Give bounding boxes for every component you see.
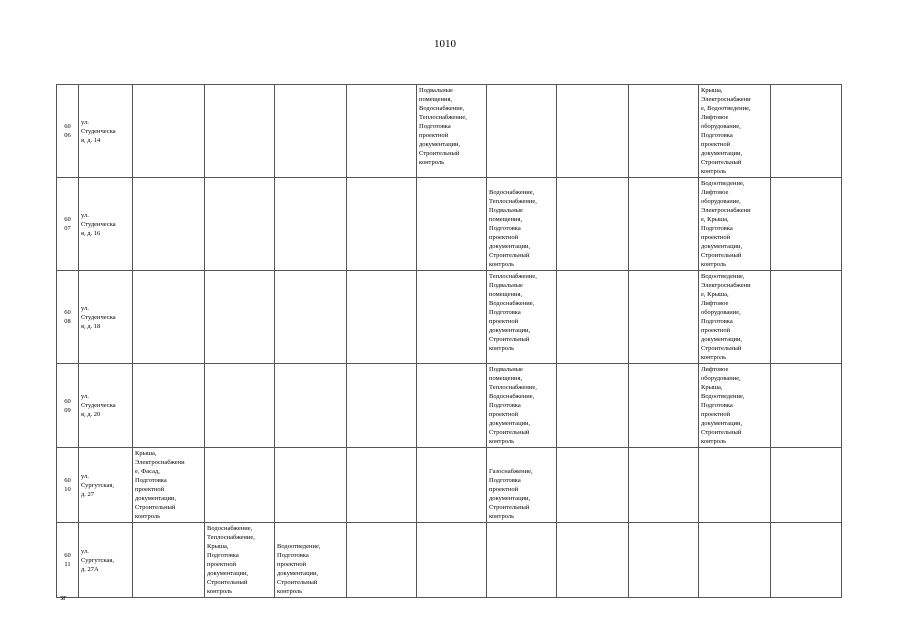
work-cell — [557, 178, 629, 271]
work-cell — [347, 523, 417, 598]
table-row — [57, 364, 842, 448]
work-cell — [629, 364, 699, 448]
work-cell — [417, 271, 487, 364]
work-cell: Газоснабжение, Подготовка проектной документации, Строительный контроль — [487, 448, 557, 523]
work-cell — [487, 523, 557, 598]
work-cell — [487, 85, 557, 178]
work-cell — [629, 178, 699, 271]
work-cell — [275, 85, 347, 178]
work-cell — [557, 523, 629, 598]
work-cell — [205, 364, 275, 448]
work-cell — [347, 178, 417, 271]
table-row — [57, 85, 842, 178]
work-cell — [275, 364, 347, 448]
work-cell — [205, 178, 275, 271]
work-cell — [771, 448, 842, 523]
row-number: 60 06 — [57, 85, 79, 178]
work-cell: Водоотведение, Подготовка проектной документации, Строительный контроль — [275, 523, 347, 598]
works-table — [56, 84, 842, 598]
work-cell — [629, 448, 699, 523]
work-cell: Водоотведение, Электроснабжени е, Крыша, Лифтовое оборудование, Подготовка проектной документации, Строительный контроль — [699, 271, 771, 364]
table-row — [57, 523, 842, 598]
work-cell — [771, 85, 842, 178]
work-cell — [133, 271, 205, 364]
work-cell — [699, 448, 771, 523]
table-row — [57, 178, 842, 271]
table-row — [57, 271, 842, 364]
work-cell: Подвальные помещения, Водоснабжение, Теплоснабжение, Подготовка проектной документации, Строительный контроль — [417, 85, 487, 178]
work-cell — [133, 523, 205, 598]
work-cell — [205, 448, 275, 523]
address-cell: ул. Студенческа я, д. 16 — [79, 178, 133, 271]
work-cell: Водоотведение, Лифтовое оборудование, Электроснабжени е, Крыша, Подготовка проектной документации, Строительный контроль — [699, 178, 771, 271]
page-number: 1010 — [434, 38, 456, 50]
work-cell: Водоснабжение, Теплоснабжение, Крыша, Подготовка проектной документации, Строительный контроль — [205, 523, 275, 598]
work-cell: Лифтовое оборудование, Крыша, Водоотведение, Подготовка проектной документации, Строительный контроль — [699, 364, 771, 448]
work-cell — [417, 448, 487, 523]
work-cell — [275, 271, 347, 364]
row-number: 60 09 — [57, 364, 79, 448]
work-cell — [629, 85, 699, 178]
work-cell — [771, 178, 842, 271]
work-cell — [557, 271, 629, 364]
work-cell: Подвальные помещения, Теплоснабжение, Водоснабжение, Подготовка проектной документации, Строительный контроль — [487, 364, 557, 448]
row-number: 60 10 — [57, 448, 79, 523]
work-cell — [275, 178, 347, 271]
work-cell — [629, 271, 699, 364]
work-cell — [347, 271, 417, 364]
address-cell: ул. Студенческа я, д. 18 — [79, 271, 133, 364]
address-cell: ул. Студенческа я, д. 20 — [79, 364, 133, 448]
row-number: 60 07 — [57, 178, 79, 271]
work-cell: Теплоснабжение, Подвальные помещения, Водоснабжение, Подготовка проектной документации, Строительный контроль — [487, 271, 557, 364]
work-cell — [347, 364, 417, 448]
work-cell — [133, 178, 205, 271]
work-cell — [417, 523, 487, 598]
row-number: 60 11 — [57, 523, 79, 598]
work-cell — [133, 364, 205, 448]
footer-mark: зг — [60, 593, 67, 602]
address-cell: ул. Сургутская, д. 27 — [79, 448, 133, 523]
work-cell — [699, 523, 771, 598]
work-cell — [347, 448, 417, 523]
work-cell — [205, 271, 275, 364]
work-cell — [347, 85, 417, 178]
work-cell — [771, 271, 842, 364]
work-cell: Крыша, Электроснабжени е, Фасад, Подготовка проектной документации, Строительный контроль — [133, 448, 205, 523]
work-cell: Водоснабжение, Теплоснабжение, Подвальные помещения, Подготовка проектной документации, Строительный контроль — [487, 178, 557, 271]
work-cell — [133, 85, 205, 178]
address-cell: ул. Сургутская, д. 27А — [79, 523, 133, 598]
work-cell: Крыша, Электроснабжени е, Водоотведение, Лифтовое оборудование, Подготовка проектной документации, Строительный контроль — [699, 85, 771, 178]
work-cell — [771, 523, 842, 598]
work-cell — [771, 364, 842, 448]
work-cell — [417, 364, 487, 448]
table-row — [57, 448, 842, 523]
address-cell: ул. Студенческа я, д. 14 — [79, 85, 133, 178]
work-cell — [275, 448, 347, 523]
work-cell — [557, 364, 629, 448]
work-cell — [557, 448, 629, 523]
work-cell — [205, 85, 275, 178]
work-cell — [629, 523, 699, 598]
work-cell — [417, 178, 487, 271]
row-number: 60 08 — [57, 271, 79, 364]
work-cell — [557, 85, 629, 178]
